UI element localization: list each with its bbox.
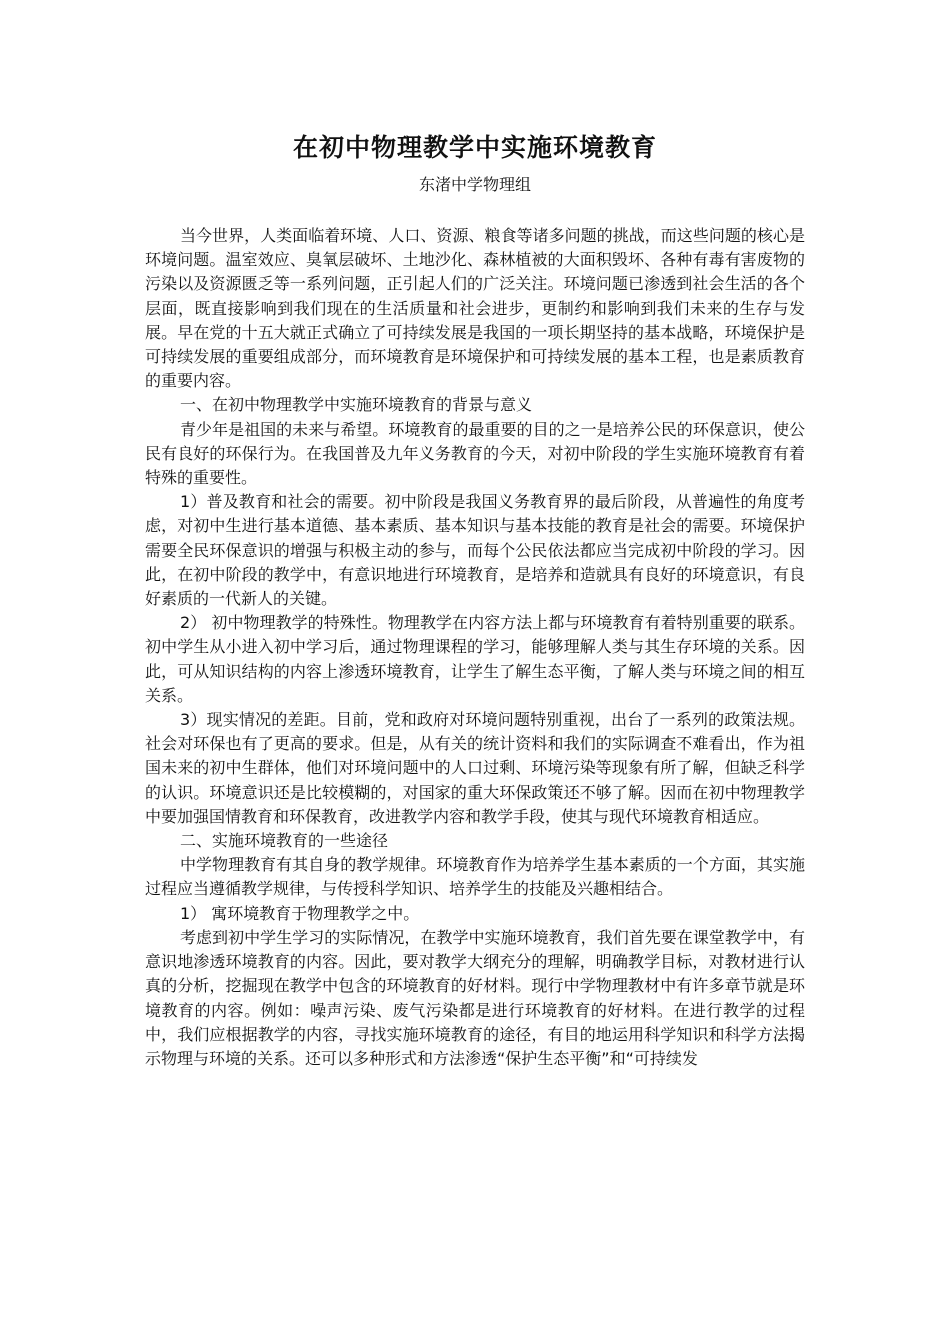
paragraph-approaches-intro: 中学物理教育有其自身的教学规律。环境教育作为培养学生基本素质的一个方面，其实施过程应当遵循教学规律，与传授科学知识、培养学生的技能及兴趣相结合。 — [145, 855, 805, 899]
document-author: 东渚中学物理组 — [418, 175, 531, 194]
section-heading-background: 一、在初中物理教学中实施环境教育的背景与意义 — [180, 395, 533, 415]
subheading-approach-1: 1） 寓环境教育于物理教学之中。 — [180, 903, 420, 923]
paragraph-youth: 青少年是祖国的未来与希望。环境教育的最重要的目的之一是培养公民的环保意识，使公民有良好的环保行为。在我国普及九年义务教育的今天，对初中阶段的学生实施环境教育有着特殊的重要性。 — [145, 419, 805, 488]
paragraph-point-1: 1）普及教育和社会的需要。初中阶段是我国义务教育界的最后阶段，从普遍性的角度考虑，对初中生进行基本道德、基本素质、基本知识与基本技能的教育是社会的需要。环境保护需要全民环保意识的增强与积极主动的参与，而每个公民依法都应当完成初中阶段的学习。因此，在初中阶段的教学中，有意识地进行环境教育，是培养和造就具有良好的环境意识，有良好素质的一代新人的关键。 — [145, 492, 805, 609]
paragraph-approach-1-detail: 考虑到初中学生学习的实际情况，在教学中实施环境教育，我们首先要在课堂教学中，有意识地渗透环境教育的内容。因此，要对教学大纲充分的理解，明确教学目标，对教材进行认真的分析，挖掘现在教学中包含的环境教育的好材料。现行中学物理教材中有许多章节就是环境教育的内容。例如：噪声污染、废气污染都是进行环境教育的好材料。在进行教学的过程中，我们应根据教学的内容，寻找实施环境教育的途径，有目的地运用科学知识和科学方法揭示物理与环境的关系。还可以多种形式和方法渗透“保护生态平衡”和“可持续发 — [145, 927, 805, 1068]
paragraph-intro: 当今世界，人类面临着环境、人口、资源、粮食等诸多问题的挑战，而这些问题的核心是环境问题。温室效应、臭氧层破坏、土地沙化、森林植被的大面积毁坏、各种有毒有害废物的污染以及资源匮乏等一系列问题，正引起人们的广泛关注。环境问题已渗透到社会生活的各个层面，既直接影响到我们现在的生活质量和社会进步，更制约和影响到我们未来的生存与发展。早在党的十五大就正式确立了可持续发展是我国的一项长期坚持的基本战略，环境保护是可持续发展的重要组成部分，而环境教育是环境保护和可持续发展的基本工程，也是素质教育的重要内容。 — [145, 226, 805, 391]
document-title: 在初中物理教学中实施环境教育 — [292, 133, 657, 162]
section-heading-approaches: 二、实施环境教育的一些途径 — [180, 831, 389, 851]
paragraph-point-3: 3）现实情况的差距。目前，党和政府对环境问题特别重视，出台了一系列的政策法规。社会对环保也有了更高的要求。但是，从有关的统计资料和我们的实际调查不难看出，作为祖国未来的初中生群体，他们对环境问题中的人口过剩、环境污染等现象有所了解，但缺乏科学的认识。环境意识还是比较模糊的，对国家的重大环保政策还不够了解。因而在初中物理教学中要加强国情教育和环保教育，改进教学内容和教学手段，使其与现代环境教育相适应。 — [145, 710, 805, 826]
document-body — [145, 224, 805, 1071]
paragraph-point-2: 2） 初中物理教学的特殊性。物理教学在内容方法上都与环境教育有着特别重要的联系。初中学生从小进入初中学习后，通过物理课程的学习，能够理解人类与其生存环境的关系。因此，可从知识结构的内容上渗透环境教育，让学生了解生态平衡，了解人类与环境之间的相互关系。 — [145, 613, 805, 705]
